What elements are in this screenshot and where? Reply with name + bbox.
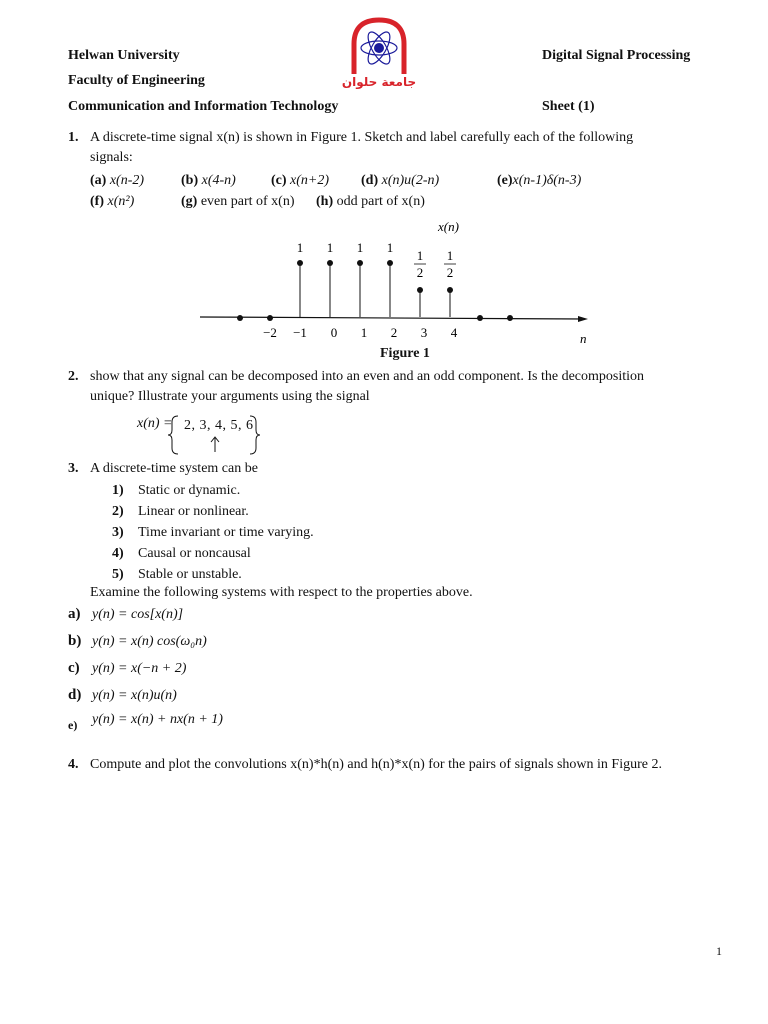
system-d: d) y(n) = x(n)u(n)	[68, 687, 177, 703]
x-tick-label: 2	[390, 325, 398, 340]
q1-part-c: (c) x(n+2)	[271, 173, 330, 188]
faculty-name: Faculty of Engineering	[68, 73, 205, 88]
logo-lettering: جامعة حلوان	[341, 75, 417, 89]
stem-point	[297, 260, 303, 266]
sheet-number: Sheet (1)	[542, 99, 595, 114]
question-3-number: 3.	[68, 461, 79, 476]
question-2-number: 2.	[68, 369, 79, 384]
stem-point	[417, 287, 423, 293]
stem-point	[447, 287, 453, 293]
data-label: 1	[386, 240, 394, 255]
question-2-text: show that any signal can be decomposed into an even and an odd component. Is the decomposition	[90, 369, 645, 384]
data-label-numerator: 1	[446, 248, 454, 263]
list-item: 5) Stable or unstable.	[112, 567, 242, 582]
question-3-intro: A discrete-time system can be	[90, 461, 258, 476]
x-tick-label: 3	[420, 325, 428, 340]
x-tick-label: 0	[330, 325, 338, 340]
question-4-number: 4.	[68, 757, 79, 772]
course-title: Digital Signal Processing	[542, 48, 691, 63]
stem-point	[327, 260, 333, 266]
x-tick-label: −1	[293, 325, 307, 340]
origin-arrow-icon	[211, 437, 219, 452]
question-1-text-cont: signals:	[90, 150, 133, 165]
q3-property-list	[112, 480, 314, 585]
list-item: 1) Static or dynamic.	[112, 483, 241, 498]
q2-signal-lhs: x(n) =	[137, 416, 173, 431]
figure-1-x-label: n	[580, 331, 587, 346]
question-1-number: 1.	[68, 130, 79, 145]
data-label: 1	[356, 240, 364, 255]
data-label: 1	[326, 240, 334, 255]
stem-point	[387, 260, 393, 266]
list-item: 2) Linear or nonlinear.	[112, 504, 249, 519]
data-label: 1	[296, 240, 304, 255]
figure-1-plot	[190, 212, 600, 362]
q1-part-d: (d) x(n)u(2-n)	[361, 173, 440, 188]
x-axis	[200, 317, 585, 319]
q1-part-g: (g) even part of x(n)	[181, 194, 295, 209]
q1-part-e: (e)x(n-1)δ(n-3)	[497, 173, 582, 188]
data-label-numerator: 1	[416, 248, 424, 263]
university-logo	[341, 16, 417, 90]
question-2-text-cont: unique? Illustrate your arguments using the signal	[90, 389, 370, 404]
stem-point	[237, 315, 243, 321]
list-item: 4) Causal or noncausal	[112, 546, 251, 561]
question-1-text: A discrete-time signal x(n) is shown in Figure 1. Sketch and label carefully each of the following	[90, 130, 634, 145]
data-label-denominator: 2	[446, 265, 454, 280]
stem-point	[357, 260, 363, 266]
system-c: c) y(n) = x(−n + 2)	[68, 660, 187, 676]
figure-1-caption: Figure 1	[380, 346, 430, 361]
x-tick-label: 4	[450, 325, 458, 340]
figure-1-y-label: x(n)	[438, 219, 459, 234]
department-name: Communication and Information Technology	[68, 99, 339, 114]
q2-signal-values: 2, 3, 4, 5, 6	[184, 418, 254, 433]
page-number: 1	[716, 944, 722, 958]
q1-part-h: (h) odd part of x(n)	[316, 194, 425, 209]
stem-point	[267, 315, 273, 321]
system-b: b) y(n) = x(n) cos(ω₀n)	[68, 633, 207, 649]
question-4-text: Compute and plot the convolutions x(n)*h(n) and h(n)*x(n) for the pairs of signals shown in Figure 2.	[90, 757, 662, 772]
university-name: Helwan University	[68, 48, 180, 63]
list-item: 3) Time invariant or time varying.	[112, 525, 314, 540]
x-tick-label: 1	[360, 325, 368, 340]
q1-part-b: (b) x(4-n)	[181, 173, 236, 188]
question-3-examine: Examine the following systems with respect to the properties above.	[90, 585, 473, 600]
x-tick-label: −2	[263, 325, 277, 340]
stem-point	[507, 315, 513, 321]
system-a: a) y(n) = cos[x(n)]	[68, 606, 184, 622]
data-label-denominator: 2	[416, 265, 424, 280]
stem-point	[477, 315, 483, 321]
q1-part-f: (f) x(n²)	[90, 194, 135, 209]
system-e: e) y(n) = x(n) + nx(n + 1)	[68, 712, 223, 732]
q1-part-a: (a) x(n-2)	[90, 173, 145, 188]
x-axis-arrow-icon	[578, 316, 588, 322]
